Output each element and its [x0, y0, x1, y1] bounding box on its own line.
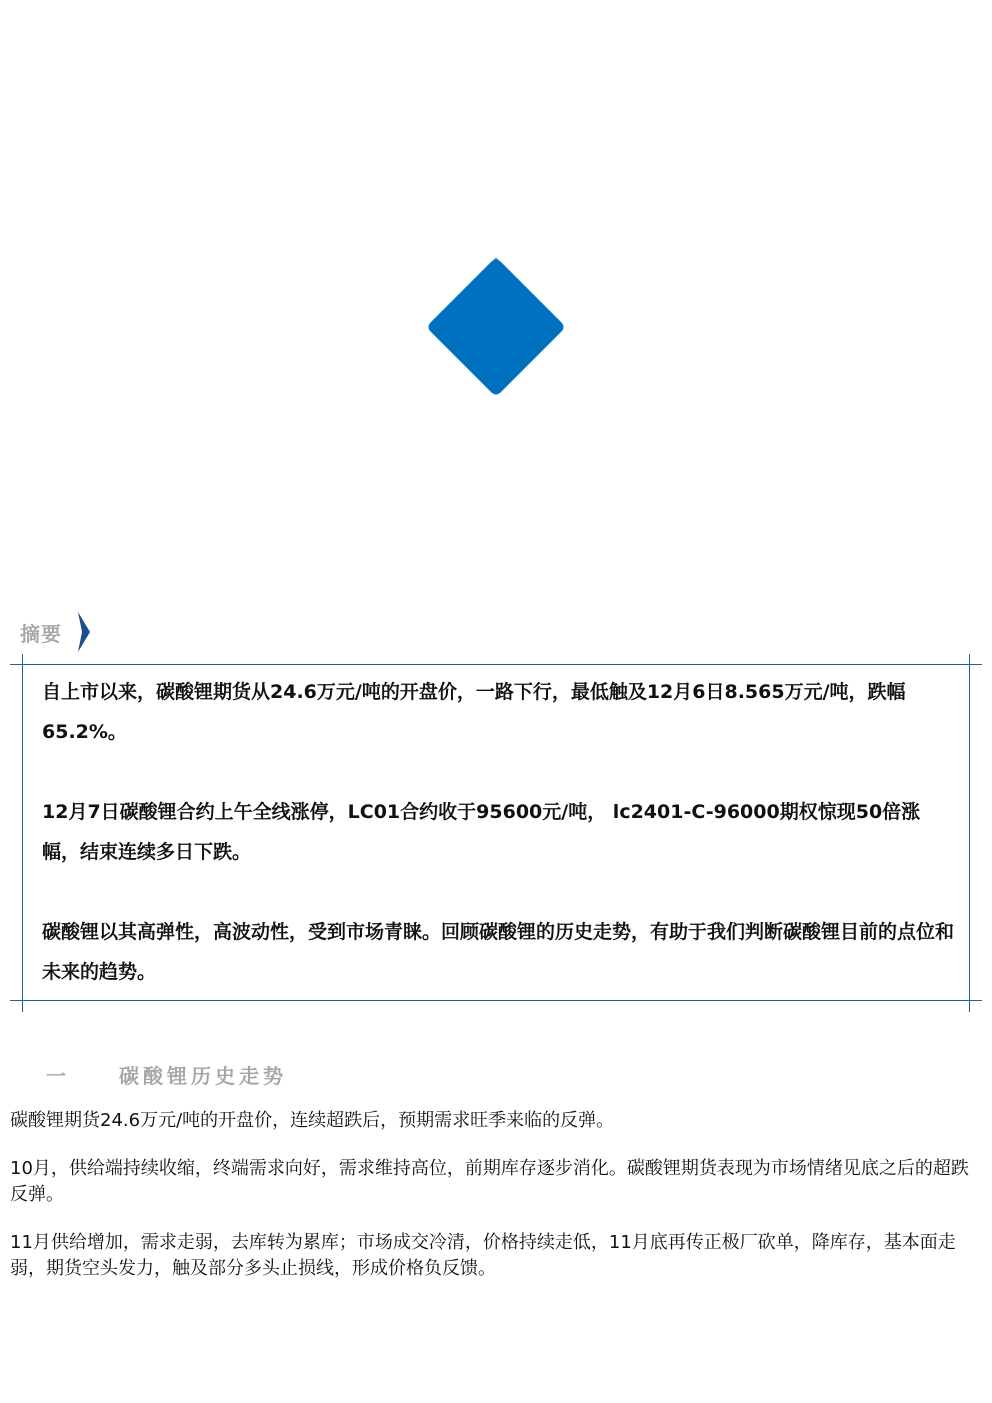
body-paragraph: 10月，供给端持续收缩，终端需求向好，需求维持高位，前期库存逐步消化。碳酸锂期货表现为市场情绪见底之后的超跌反弹。: [10, 1158, 969, 1205]
abstract-paragraph: 碳酸锂以其高弹性，高波动性，受到市场青睐。回顾碳酸锂的历史走势，有助于我们判断碳酸锂目前的点位和未来的趋势。: [42, 921, 955, 983]
section-number: 一: [46, 1063, 66, 1088]
abstract-header: [20, 612, 90, 652]
abstract-box-bottom-line: [10, 1000, 982, 1001]
section-heading: [46, 1060, 287, 1088]
body-paragraph: 11月供给增加，需求走弱，去库转为累库；市场成交冷清，价格持续走低，11月底再传正极厂砍单，降库存，基本面走弱，期货空头发力，触及部分多头止损线，形成价格负反馈。: [10, 1232, 956, 1279]
section-body: [10, 1108, 985, 1304]
abstract-paragraph: 12月7日碳酸锂合约上午全线涨停，LC01合约收于95600元/吨， lc2401-C-96000期权惊现50倍涨幅，结束连续多日下跌。: [42, 801, 921, 863]
abstract-content: [42, 672, 954, 992]
abstract-box-top-line: [10, 664, 982, 665]
abstract-title: 摘要: [20, 621, 62, 646]
chevron-right-icon: [78, 612, 90, 652]
abstract-box-left-line: [22, 654, 23, 1012]
abstract-box-right-line: [969, 654, 970, 1012]
section-title: 碳酸锂历史走势: [119, 1063, 287, 1088]
body-paragraph: 碳酸锂期货24.6万元/吨的开盘价，连续超跌后，预期需求旺季来临的反弹。: [10, 1110, 615, 1131]
abstract-paragraph: 自上市以来，碳酸锂期货从24.6万元/吨的开盘价，一路下行，最低触及12月6日8.565万元/吨，跌幅65.2%。: [42, 681, 906, 743]
blue-diamond-logo-icon: [425, 256, 567, 398]
